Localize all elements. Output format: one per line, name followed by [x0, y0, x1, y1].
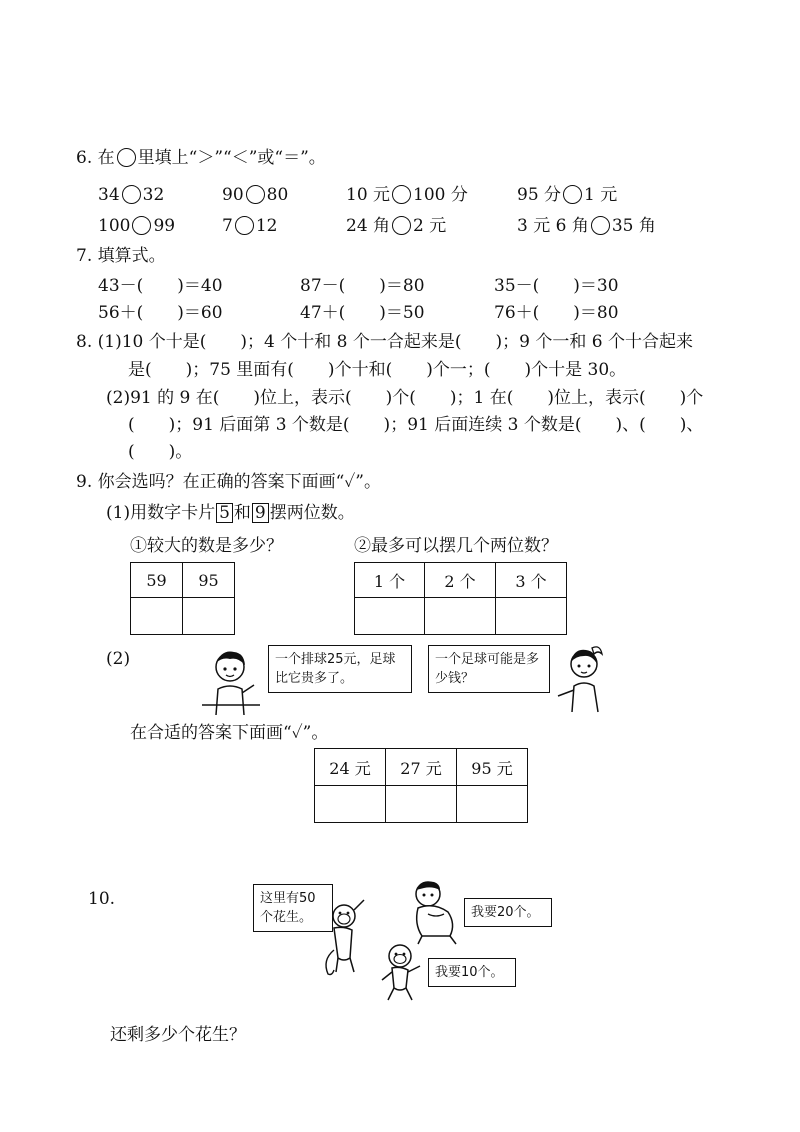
- option-cell: 3 个: [496, 563, 567, 598]
- q7-equation[interactable]: 43－( )＝40: [98, 276, 223, 296]
- q7-title: 7. 填算式。: [76, 246, 166, 266]
- q9-title: 9. 你会选吗？在正确的答案下面画“✓”。: [76, 472, 381, 492]
- check-cell[interactable]: [386, 786, 457, 823]
- q6-item: 7 12: [222, 216, 278, 236]
- option-cell: 27 元: [386, 749, 457, 786]
- speech-bubble-monkey-2: 我要20个。: [464, 898, 552, 927]
- q7-equation[interactable]: 76＋( )＝80: [494, 303, 619, 323]
- option-cell: 95 元: [457, 749, 528, 786]
- q6-item: 10 元 100 分: [346, 185, 468, 205]
- q8-line-2: 是( )；75 里面有( )个十和( )个一；( )个十是 30。: [128, 360, 627, 380]
- speech-bubble-boy: 一个排球25元，足球比它贵多了。: [268, 645, 412, 693]
- speech-bubble-girl: 一个足球可能是多少钱？: [428, 645, 550, 693]
- digit-card: 9: [252, 503, 269, 523]
- q9-part-2-label: (2): [106, 649, 131, 669]
- q10-number: 10.: [88, 889, 116, 909]
- q7-equation[interactable]: 47＋( )＝50: [300, 303, 425, 323]
- circle-icon: [117, 148, 136, 167]
- boy-illustration: [200, 645, 262, 717]
- compare-circle[interactable]: [132, 216, 151, 235]
- compare-circle[interactable]: [122, 185, 141, 204]
- q9-sub-question-2: ②最多可以摆几个两位数？: [354, 536, 558, 556]
- check-cell[interactable]: [315, 786, 386, 823]
- q6-item: 24 角 2 元: [346, 216, 447, 236]
- answer-table-larger-number: [130, 562, 235, 635]
- compare-circle[interactable]: [235, 216, 254, 235]
- check-cell[interactable]: [425, 598, 496, 635]
- monkey-illustration: [404, 878, 470, 946]
- digit-card: 5: [216, 503, 233, 523]
- compare-circle[interactable]: [563, 185, 582, 204]
- speech-bubble-monkey-3: 我要10个。: [428, 958, 516, 987]
- option-cell: 24 元: [315, 749, 386, 786]
- q7-equation[interactable]: 35－( )＝30: [494, 276, 619, 296]
- speech-bubble-monkey-1: 这里有50个花生。: [253, 884, 333, 932]
- q10-question: 还剩多少个花生？: [110, 1025, 246, 1045]
- compare-circle[interactable]: [392, 216, 411, 235]
- q8-line-4: ( )；91 后面第 3 个数是( )；91 后面连续 3 个数是( )、( )、: [128, 415, 704, 435]
- compare-circle[interactable]: [246, 185, 265, 204]
- q6-item: 90 80: [222, 185, 289, 205]
- check-cell[interactable]: [183, 598, 235, 635]
- compare-circle[interactable]: [591, 216, 610, 235]
- monkey-illustration: [318, 898, 370, 978]
- q6-item: 34 32: [98, 185, 165, 205]
- option-cell: 1 个: [355, 563, 425, 598]
- q7-equation[interactable]: 56＋( )＝60: [98, 303, 223, 323]
- q6-item: 95 分 1 元: [517, 185, 618, 205]
- answer-table-count: [354, 562, 567, 635]
- girl-illustration: [552, 640, 614, 715]
- option-cell: 59: [131, 563, 183, 598]
- q9-part-1: (1)用数字卡片 5 和 9 摆两位数。: [106, 503, 355, 523]
- q9-sub-question-1: ①较大的数是多少？: [130, 536, 283, 556]
- compare-circle[interactable]: [392, 185, 411, 204]
- q8-line-3: (2)91 的 9 在( )位上，表示( )个( )；1 在( )位上，表示( )个: [106, 388, 704, 408]
- q6-item: 100 99: [98, 216, 176, 236]
- q8-line-1: 8. (1)10 个十是( )；4 个十和 8 个一合起来是( )；9 个一和 6 个十合起来: [76, 332, 693, 352]
- check-cell[interactable]: [496, 598, 567, 635]
- check-cell[interactable]: [355, 598, 425, 635]
- monkey-illustration: [376, 942, 426, 1004]
- check-cell[interactable]: [131, 598, 183, 635]
- answer-table-price: [314, 748, 528, 823]
- q7-equation[interactable]: 87－( )＝80: [300, 276, 425, 296]
- q9-instruction: 在合适的答案下面画“✓”。: [130, 723, 329, 743]
- q8-line-5: ( )。: [128, 442, 193, 462]
- option-cell: 95: [183, 563, 235, 598]
- check-cell[interactable]: [457, 786, 528, 823]
- q6-item: 3 元 6 角 35 角: [517, 216, 656, 236]
- option-cell: 2 个: [425, 563, 496, 598]
- q6-title: 6. 在 里填上“＞”“＜”或“＝”。: [76, 148, 326, 168]
